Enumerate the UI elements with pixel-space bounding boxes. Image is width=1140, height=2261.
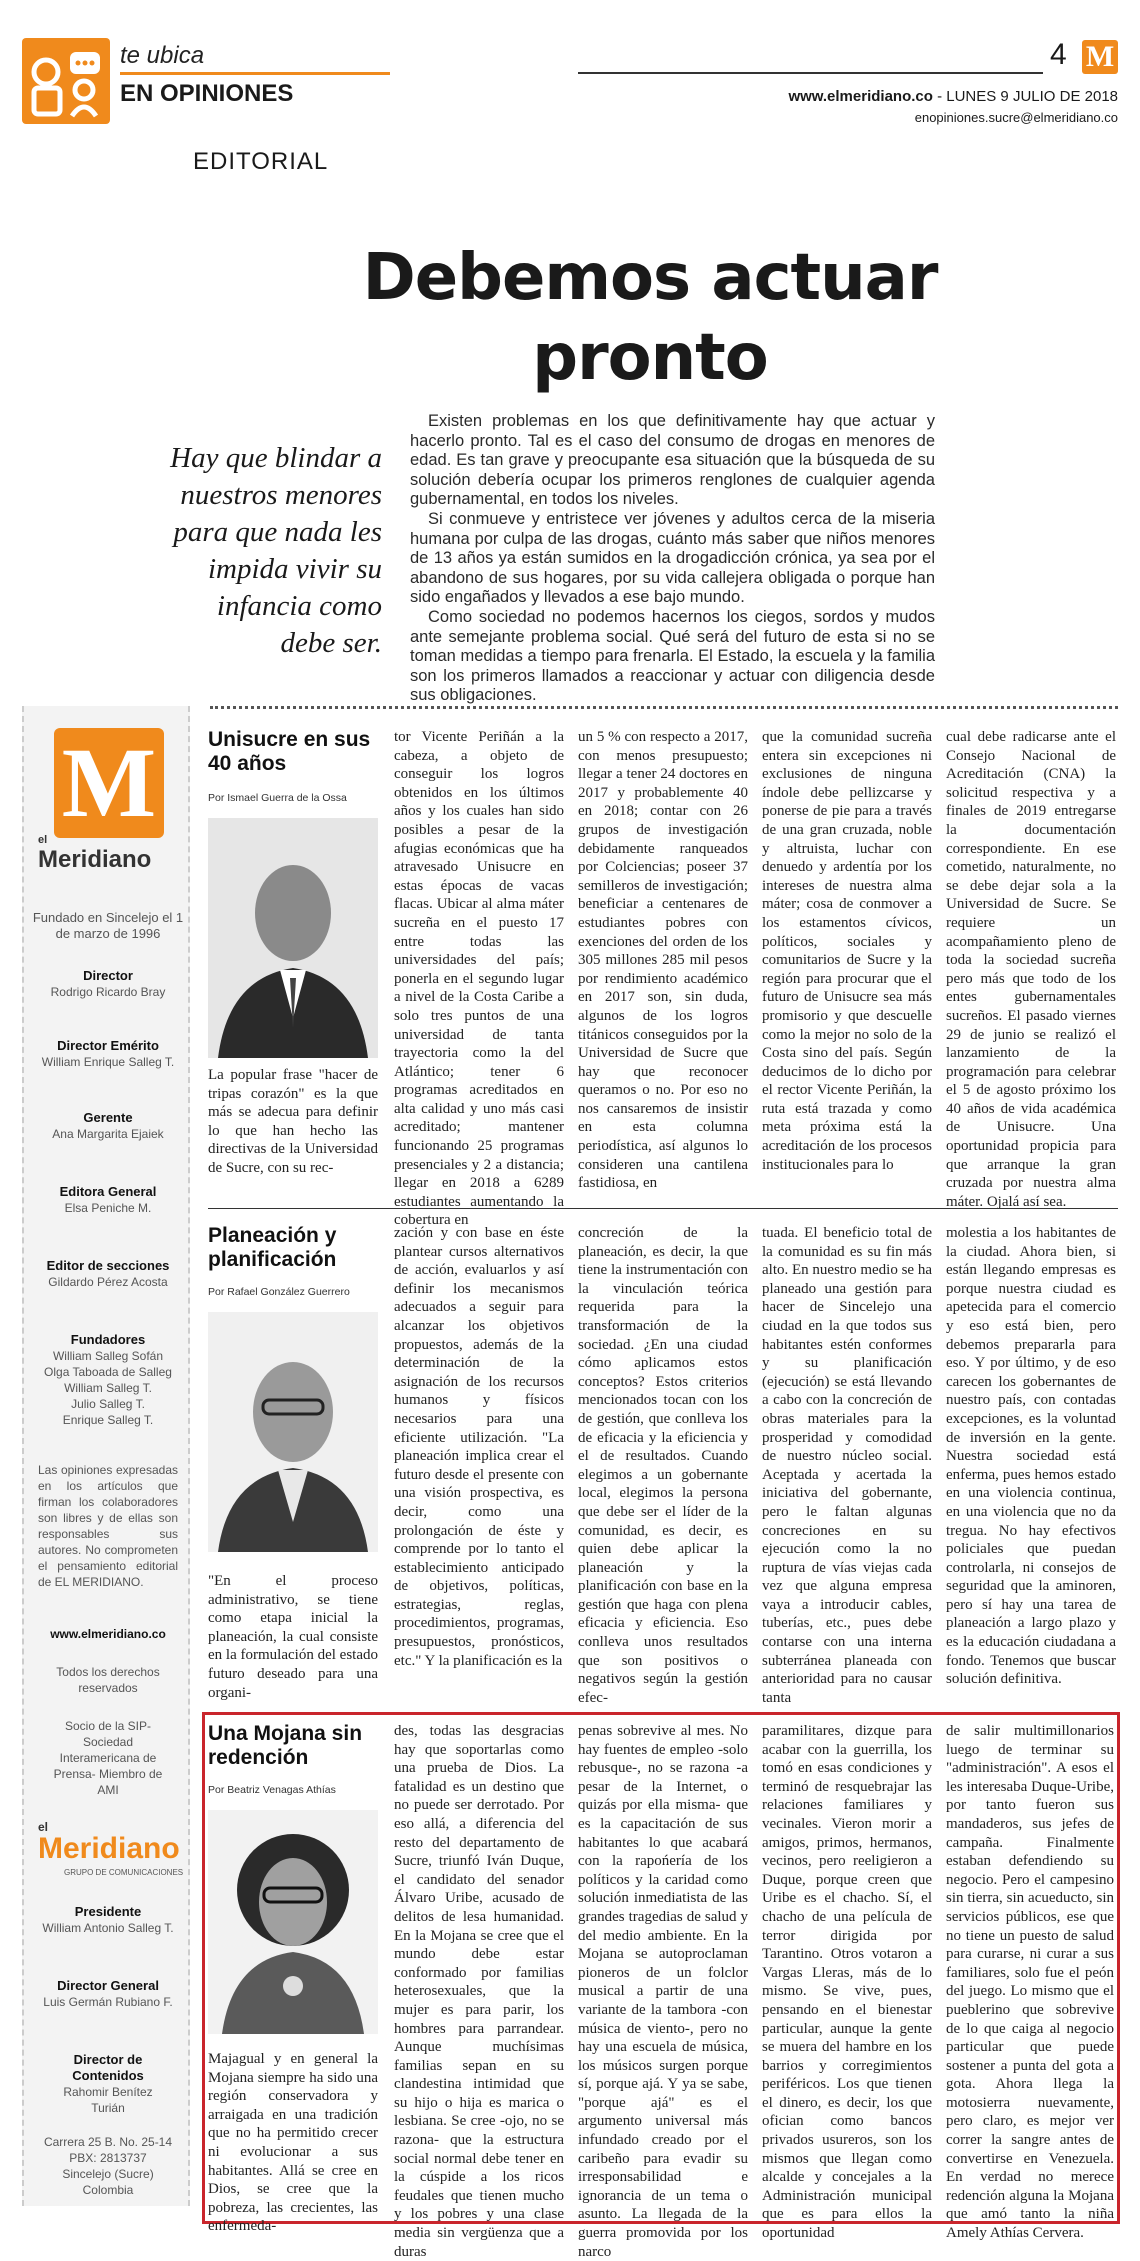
section-logo-icon — [22, 38, 110, 124]
article-byline: Por Rafael González Guerrero — [208, 1286, 350, 1298]
editorial-title: Debemos actuar pronto — [362, 241, 938, 395]
editorial-pullquote: Hay que blindar a nuestros menores para que nada les impida vivir su infancia como debe ser. — [170, 442, 382, 659]
article-column: zación y con base en éste plantear cursos alternativos de acción, evaluarlos y así definir los mecanismos adecuados a seguir para alcanzar los objetivos propuestos, además de la determinación de la asignación de los recursos humanos y físicos necesarios para una eficiente utilización. "La planeación implica crear el futuro desde el presente con una visión prospectiva, es decir, como una prolongación de éste y comprende por lo tanto el establecimiento anticipado de objetivos, políticas, estrategias, reglas, procedimientos, programas, presupuestos, pronósticos, etc." Y la planificación es la — [394, 1225, 564, 1669]
article-intro: La popular frase "hacer de tripas corazón" es la que más se adecua para definir lo que han hecho las directivas de la Universidad de Sucre, con su rec- — [208, 1067, 378, 1176]
staff-director: Director Rodrigo Ricardo Bray — [50, 968, 166, 999]
address-text: Carrera 25 B. No. 25-14 PBX: 2813737 Sincelejo (Sucre) Colombia — [43, 2135, 173, 2197]
staff-director-emerito: Director Emérito William Enrique Salleg T. — [41, 1038, 175, 1069]
author-photo — [208, 818, 378, 1058]
meridiano-logo-name — [38, 834, 152, 874]
author-photo — [208, 1810, 378, 2034]
editorial-paragraph: Como sociedad no podemos hacernos los ciegos, sordos y mudos ante semejante problema social. Qué será del futuro de esta si no se toman medidas a tiempo para frenarla. El Estado, la escuela y la familia son los primeros llamados a reaccionar y actuar con diligencia desde sus obligaciones. — [410, 607, 935, 705]
article-intro: Majagual y en general la Mojana siempre ha sido una región conservadora y arraigada en una tradición que no ha permitido crecer ni evolucionar a sus habitantes. Allá se cree en Dios, se cree que la pobreza, las crecientes, las enfermeda- — [208, 2051, 378, 2235]
sidebar-website[interactable]: www.elmeridiano.co — [50, 1627, 166, 1641]
section-underline — [120, 72, 390, 75]
section-label-small: te ubica — [120, 42, 205, 69]
article-column: des, todas las desgracias hay que soportarlas como una prueba de Dios. La fatalidad es un destino que no puede ser derrotado. Por eso allá, a diferencia del resto del departamento de Sucre, triunfó Iván Duque, el candidato del senador Álvaro Uribe, acusado de delitos de lesa humanidad. En la Mojana se cree que el mundo debe estar conformado por familias heterosexuales, que la mujer es para parir, los hombres para parrandear. Aunque muchísimas familias sepan en su clandestina intimidad que su hijo o hija es marica o lesbiana. Se cree -ojo, no se razona- que la estructura social normal debe tener en la cúspide a los ricos feudales que tienen mucho y los pobres y una clase media sin vergüenza que a duras — [394, 1723, 564, 2260]
header-rule — [578, 72, 1043, 74]
rights-text: Todos los derechos reservados — [56, 1665, 160, 1695]
article-column: de salir multimillonarios luego de terminar su "administración". A esos el les interesaba Duque-Uribe, por tanto fueron sus mandaderos, sus jefes de campaña. Finalmente estaban defendiendo su negocio. Pero el campesino sin tierra, sin acueducto, sin servicios públicos, ese que no tiene un puesto de salud para curarse, ni curar a sus familiares, solo fue el peón del juego. Lo mismo que el pueblerino que sobrevive de lo que caiga al negocio particular que puede sostener a punta del gota a gota. Ahora llega la motosierra nuevamente, pero claro, es mejor ver correr la sangre antes de convertirse en Venezuela. En verdad no merece redención alguna la Mojana que amó tanto la niña Amely Athías Cervera. — [946, 1723, 1114, 2242]
article-byline: Por Beatriz Venagas Athías — [208, 1784, 336, 1796]
staff-gerente: Gerente Ana Margarita Ejaiek — [52, 1110, 164, 1141]
article-title: Planeación y planificación — [208, 1224, 337, 1271]
logo-group-subtitle: GRUPO DE COMUNICACIONES — [64, 1868, 184, 1877]
staff-director-general: Director General Luis Germán Rubiano F. — [43, 1978, 173, 2009]
article-column: concreción de la planeación, es decir, la que tiene la instrumentación con la vinculación teórica requerida para la transformación de la sociedad. ¿En una ciudad cómo aplicamos estos conceptos? Estos criterios mencionados tocan con los de gestión, que conlleva los de eficacia y la eficiencia y el de resultados. Cuando elegimos a un gobernante local, elegimos la persona que debe ser el líder de la comunidad, es decir, es quien debe aplicar la planeación y la planificación con base en la gestión que haga con plena eficacia y eficiencia. Eso conlleva unos resultados que son positivos o negativos según la gestión efec- — [578, 1225, 748, 1706]
article-column: que la comunidad sucreña entera sin excepciones ni exclusiones de ninguna índole debe pellizcarse y ponerse de pie para a través de una gran cruzada, noble y altruista, luchar con denuedo y ardentía por los intereses de nuestra alma máter; cosa de conmover a los estamentos cívicos, políticos, sociales y comunitarios de Sucre y la región para procurar que el futuro de Unisucre sea más promisorio y que descuelle como la mejor no solo de la Costa sino del país. Según deducimos de lo dicho por el rector Vicente Periñán, la ruta está trazada y como meta próxima está la acreditación de los procesos institucionales para lo — [762, 729, 932, 1173]
article-column: tuada. El beneficio total de la comunidad es su fin más alto. En nuestro medio se ha planeado una gestión para hacer de Sincelejo una ciudad en la que todos sus habitantes estén conformes y su planificación (ejecución) se está llevando a cabo con la concreción de obras materiales para la prosperidad y comodidad de nuestro núcleo social. Aceptada y acertada la iniciativa del gobernante, pero le faltan algunas concreciones en su ejecución como la no ruptura de vías viejas cada vez que alguna empresa vaya a introducir cables, tuberías, etc., pues debe contarse con una interna subterránea planeada con anterioridad para no causar tanta — [762, 1225, 932, 1706]
page-number: 4 — [1050, 38, 1067, 71]
meridiano-group-logo — [38, 1820, 180, 1866]
editorial-paragraph: Si conmueve y entristece ver jóvenes y adultos cerca de la miseria humana por culpa de las drogas, cuánto más saber que niños menores de 13 años ya están sumidos en la drogadicción crónica, ya sea por el abandono de sus hogares, por su vida callejera obligada o porque han sido engañados y llevados a ese bajo mundo. — [410, 509, 935, 607]
brand-logo-icon: M — [1082, 40, 1118, 74]
staff-editora: Editora General Elsa Peniche M. — [59, 1184, 157, 1215]
logo-article: el — [38, 834, 48, 846]
founded-text: Fundado en Sincelejo el 1 de marzo de 1996 — [32, 910, 184, 941]
article-column: tor Vicente Periñán a la cabeza, a objeto de conseguir los logros obtenidos en los últimos años y los cuales han sido posibles a pesar de la afugias económicas que ha atravesado Unisucre en estas épocas de vacas flacas. Ubicar al alma máter sucreña en el puesto 17 entre todas las universidades del país; ponerla en el segundo lugar a nivel de la Costa Caribe a solo tres puntos de una universidad de tanta trayectoria como la del Atlántico; tener 6 programas acreditados en alta calidad y uno más casi acreditado; mantener funcionando 25 programas presenciales y 2 a distancia; llegar en 2018 a 6289 estudiantes aumentando la cobertura en — [394, 729, 564, 1229]
author-photo — [208, 1312, 378, 1552]
editorial-paragraph: Existen problemas en los que definitivamente hay que actuar y hacerlo pronto. Tal es el caso del consumo de drogas en menores de edad. Es tan grave y preocupante esa situación que la búsqueda de su solución debería ocupar los primeros renglones de cualquier agenda gubernamental, en todos los niveles. — [410, 412, 935, 509]
staff-director-contenidos: Director de Contenidos Rahomir Benítez Turián — [63, 2052, 153, 2115]
article-column: cual debe radicarse ante el Consejo Nacional de Acreditación (CNA) la solicitud respectiva y a finales de 2019 entregarse la documentación correspondiente. En ese cometido, naturalmente, no se debe dejar sola a la Universidad de Sucre. Se requiere un acompañamiento pleno de toda la sociedad sucreña pero más que todo de los entes gubernamentales sucreños. El pasado viernes 29 de junio se realizó el lanzamiento de la programación para celebrar el 5 de agosto próximo los 40 años de vida académica de Unisucre. Una oportunidad propicia para que arranque la gran cruzada por nuestra alma máter. Ojalá así sea. — [946, 729, 1116, 1210]
sip-text: Socio de la SIP- Sociedad Interamericana de Prensa- Miembro de AMI — [53, 1719, 163, 1797]
staff-presidente: Presidente William Antonio Salleg T. — [42, 1904, 174, 1935]
header-site-date — [788, 88, 1118, 105]
meridiano-logo-icon: M — [54, 728, 164, 838]
contact-email[interactable]: enopiniones.sucre@elmeridiano.co — [914, 110, 1118, 125]
issue-date: - LUNES 9 JULIO DE 2018 — [932, 88, 1118, 105]
editorial-body — [410, 412, 935, 706]
staff-fundadores: Fundadores William Salleg Sofán Olga Taboada de Salleg William Salleg T. Julio Salleg T. Enrique Salleg T. — [44, 1332, 172, 1427]
article-column: penas sobrevive al mes. No hay fuentes de empleo -solo rebusque-, no se razona -a pesar de la Internet, o quizás por ella misma- que es la capacitación de sus habitantes lo que acabará con la rapońería de los políticos y la caridad como solución inmediatista de las grandes tragedias de salud y del medio ambiente. En la Mojana se autoproclaman pioneros de un folclor musical a partir de una variante de la tambora -con música de viento-, pero no hay una escuela de música, los músicos surgen porque sí, porque ajá. Y ya se sabe, "porque ajá" es el argumento universal más infundado creado por el caribeño para evadir su irresponsabilidad e ignorancia de un tema o asunto. La llegada de la guerra promovida por los narco — [578, 1723, 748, 2260]
article-column: un 5 % con respecto a 2017, con menos presupuesto; llegar a tener 24 doctores en 2017 y probablemente 40 en 2018; contar con 26 grupos de investigación debidamente ranqueados por Colciencias; poseer 37 semilleros de investigación; beneficiar a centenares de estudiantes pobres con exenciones del orden de los 305 millones 285 mil pesos por rendimiento académico en 2017 son, sin duda, algunos de los logros titánicos conseguidos por la Universidad de Sucre que hay que reconocer queramos o no. Por eso no nos cansaremos de insistir en esta columna periodística, así algunos lo consideren una cantilena fastidiosa, en — [578, 729, 748, 1192]
article-column: molestia a los habitantes de la ciudad. Ahora bien, si están llegando empresas es porque nuestra ciudad es apetecida para el comercio y eso está bien, pero debemos prepararla para eso. Y por último, y de eso carecen los gobernantes de nuestro país, con contadas excepciones, es la voluntad de inversión en la gente. Nuestra sociedad está enferma, pues hemos estado en una violencia continua, en una violencia que no da tregua. No hay efectivos policiales que puedan controlarla, ni consejos de seguridad que la aminoren, pero sí hay una tarea de planeación a largo plazo y es la educación ciudadana a fondo. Tenemos que buscar solución definitiva. — [946, 1225, 1116, 1688]
section-label: EN OPINIONES — [120, 80, 294, 107]
website-link[interactable]: www.elmeridiano.co — [788, 88, 933, 105]
logo-article: el — [38, 1820, 49, 1834]
article-title: Una Mojana sin redención — [208, 1722, 363, 1769]
dotted-divider — [210, 706, 1118, 709]
article-divider — [208, 1208, 1118, 1209]
masthead-sidebar — [22, 706, 190, 2206]
article-intro: "En el proceso administrativo, se tiene como etapa inicial la planeación, la cual consiste en la formulación del estado futuro deseado para una organi- — [208, 1573, 378, 1701]
logo-wordmark: Meridiano — [38, 1832, 180, 1865]
editorial-label: EDITORIAL — [193, 148, 329, 175]
article-byline: Por Ismael Guerra de la Ossa — [208, 792, 347, 804]
logo-wordmark: Meridiano — [38, 846, 152, 873]
article-column: paramilitares, dizque para acabar con la guerrilla, los tomó en esas condiciones y terminó de resquebrajar las relaciones familiares y vecinales. Vieron morir a amigos, primos, hermanos, vecinos, pero reeligieron a Duque, porque creen que Uribe es el chacho. Sí, el chacho de una película de terror dirigida por Tarantino. Otros votaron a Vargas Lleras, más de lo mismo. Se vive, pues, pensando en el bienestar particular, aunque la gente se muera del hambre en los barrios y corregimientos periféricos. Los que tienen el dinero, es decir, los que ofician como bancos privados usureros, son los mismos que llegan como alcalde y concejales a la Administración municipal que es para ellos la oportunidad — [762, 1723, 932, 2242]
staff-editor-secciones: Editor de secciones Gildardo Pérez Acosta — [46, 1258, 170, 1289]
disclaimer-text: Las opiniones expresadas en los artículos que firman los colaboradores son libres y de ellas son responsables sus autores. No comprometen el pensamiento editorial de EL MERIDIANO. — [38, 1463, 178, 1589]
article-title: Unisucre en sus 40 años — [208, 728, 371, 775]
